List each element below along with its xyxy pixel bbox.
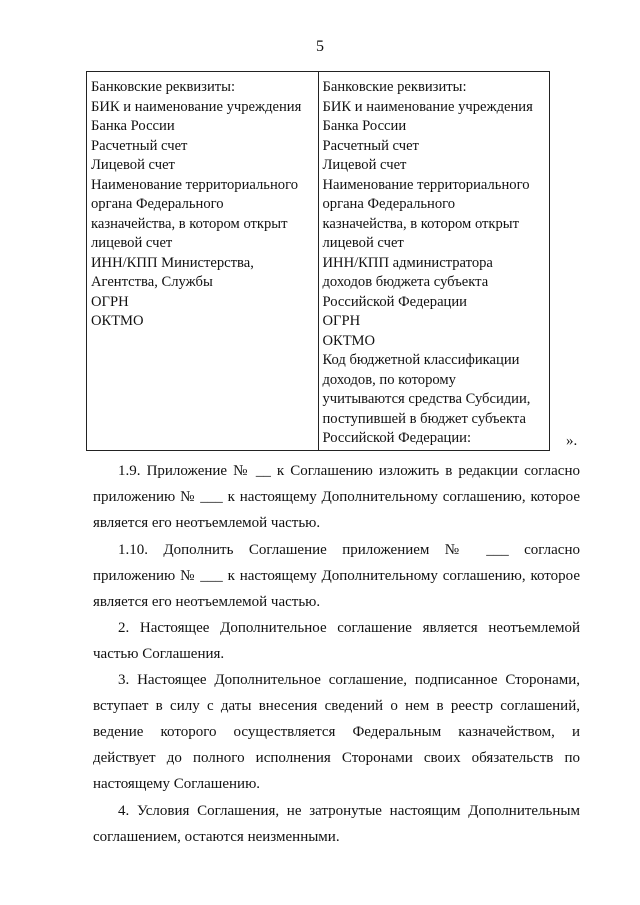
paragraph-2 [93, 615, 580, 667]
paragraph-line: является его неотъемлемой частью. [93, 594, 321, 610]
paragraph-line: соглашением, остаются неизменными. [93, 829, 340, 845]
right-line: лицевой счет [322, 235, 404, 251]
paragraph-3 [93, 667, 580, 797]
table-row [87, 72, 550, 451]
right-line: Наименование территориального [322, 176, 530, 193]
paragraph-line: 2. Настоящее Дополнительное соглашение является неотъемлемой [118, 620, 580, 636]
paragraph-line: настоящему Соглашению. [93, 776, 261, 792]
right-line: Банка России [322, 118, 407, 134]
right-line: учитываются средства Субсидии, [322, 391, 531, 407]
paragraph-line: частью Соглашения. [93, 646, 225, 662]
right-line: Российской Федерации [322, 293, 467, 310]
paragraph-line: 3. Настоящее Дополнительное соглашение, подписанное Сторонами, [118, 672, 580, 688]
right-line: Код бюджетной классификации [322, 352, 520, 368]
left-line: ИНН/КПП Министерства, [91, 254, 254, 271]
page-number: 5 [316, 38, 324, 55]
paragraph-1-10 [93, 537, 580, 615]
left-line: Банковские реквизиты: [91, 79, 235, 95]
paragraph-line: вступает в силу с даты внесения сведений о нем в реестр соглашений, [93, 698, 580, 714]
paragraph-4 [93, 798, 580, 850]
paragraph-line: 1.10. Дополнить Соглашение приложением № ___ согласно [118, 542, 580, 558]
left-line: Банка России [91, 118, 175, 134]
paragraph-line: действует до полного исполнения Сторонами своих обязательств по [93, 750, 580, 766]
right-line: БИК и наименование учреждения [322, 98, 533, 115]
right-column-cell [318, 72, 550, 451]
left-line: органа Федерального [91, 196, 224, 212]
right-line: Российской Федерации: [322, 430, 472, 446]
right-line: Банковские реквизиты: [322, 79, 467, 95]
left-line: ОГРН [91, 293, 129, 310]
left-line: Лицевой счет [91, 157, 175, 173]
paragraph-line: 1.9. Приложение № __ к Соглашению изложить в редакции согласно [118, 463, 580, 479]
left-line: лицевой счет [91, 235, 173, 251]
right-line: казначейства, в котором открыт [322, 215, 519, 232]
closing-quote: ». [566, 433, 578, 449]
paragraph-line: ведение которого осуществляется Федеральным казначейством, и [93, 724, 580, 740]
left-column-cell [87, 72, 319, 451]
paragraph-1-9 [93, 458, 580, 536]
left-line: ОКТМО [91, 313, 144, 329]
right-line: Лицевой счет [322, 157, 407, 173]
left-line: Расчетный счет [91, 137, 188, 154]
bank-details-table [86, 71, 550, 451]
right-line: ОГРН [322, 313, 361, 329]
left-line: Наименование территориального [91, 176, 298, 193]
left-line: казначейства, в котором открыт [91, 215, 288, 232]
right-line: Расчетный счет [322, 137, 419, 154]
paragraph-line: приложению № ___ к настоящему Дополнительному соглашению, которое [93, 568, 580, 584]
paragraph-line: 4. Условия Соглашения, не затронутые настоящим Дополнительным [118, 803, 580, 819]
right-line: органа Федерального [322, 196, 456, 212]
right-line: доходов, по которому [322, 371, 456, 388]
right-line: ИНН/КПП администратора [322, 254, 493, 271]
paragraph-line: приложению № ___ к настоящему Дополнительному соглашению, которое [93, 489, 580, 505]
right-line: ОКТМО [322, 332, 376, 349]
paragraph-line: является его неотъемлемой частью. [93, 515, 321, 531]
right-line: поступившей в бюджет субъекта [322, 410, 526, 427]
right-line: доходов бюджета субъекта [322, 274, 489, 290]
left-line: Агентства, Службы [91, 274, 213, 290]
left-line: БИК и наименование учреждения [91, 98, 302, 115]
